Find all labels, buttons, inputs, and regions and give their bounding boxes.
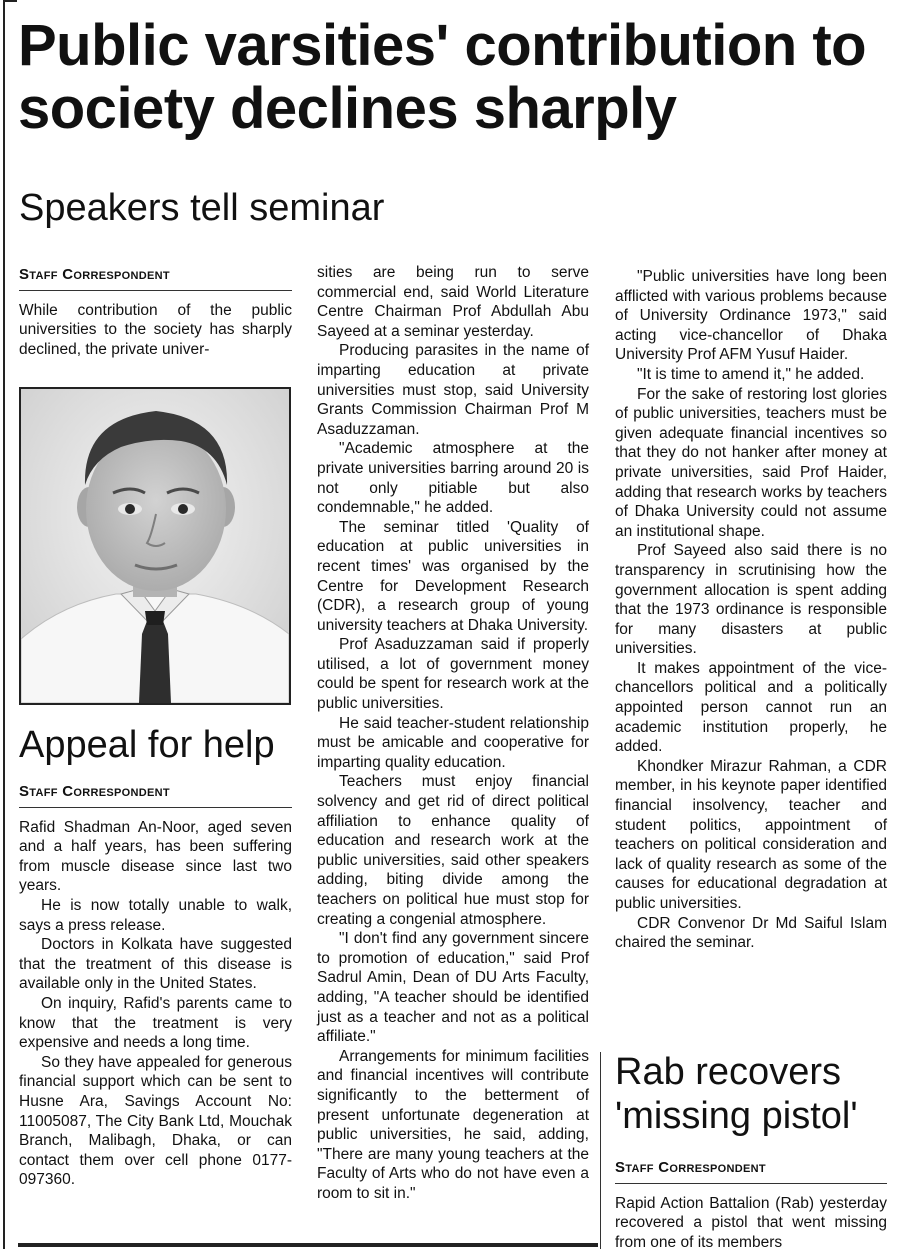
paragraph: For the sake of restoring lost glories of public universities, teachers must be given adequate financial incentives so that they do not hanker after money at private universities, said Prof Haider, adding that research works by teachers of Dhaka University could not assume an institutional shape. [615, 385, 887, 540]
top-corner-rule [3, 0, 17, 2]
paragraph: Prof Asaduzzaman said if properly utilised, a lot of government money could be spent for research work at the public universities. [317, 636, 589, 713]
paragraph: So they have appealed for generous financial support which can be sent to Husne Ara, Savings Account No: 11005087, The City Bank Ltd, Mouchak Branch, Malibagh, Dhaka, or can contact them over cell phone 0177-097360. [19, 1053, 292, 1189]
rab-byline: Staff Correspondent [615, 1158, 887, 1184]
paragraph: "It is time to amend it," he added. [637, 365, 865, 383]
article-col1-body [19, 301, 292, 360]
paragraph: The seminar titled 'Quality of education at public universities in recent times' was organised by the Centre for Development Research (CDR), a research group of young university teachers at Dhaka University. [317, 518, 589, 634]
appeal-byline: Staff Correspondent [19, 782, 292, 808]
paragraph: Producing parasites in the name of imparting education at private universities must stop, said University Grants Commission Chairman Prof M Asaduzzaman. [317, 342, 589, 438]
paragraph: Rapid Action Battalion (Rab) yesterday recovered a pistol that went missing from one of its members [615, 1194, 887, 1251]
article-column-3 [615, 267, 887, 953]
boy-photo [19, 387, 291, 705]
paragraph: Rafid Shadman An-Noor, aged seven and a half years, has been suffering from muscle disease since last two years. [19, 818, 292, 895]
paragraph: Doctors in Kolkata have suggested that the treatment of this disease is available only in the United States. [19, 936, 292, 993]
article-byline: Staff Correspondent [19, 265, 292, 291]
paragraph: Arrangements for minimum facilities and financial incentives will contribute significantly to the betterment of present unfortunate degeneration at public universities, he said, adding, "There are many young teachers at the Faculty of Arts who do not have even a room to sit in." [317, 1047, 589, 1202]
paragraph: He said teacher-student relationship must be amicable and cooperative for imparting quality education. [317, 714, 589, 771]
article-column-1 [19, 265, 292, 359]
paragraph: CDR Convenor Dr Md Saiful Islam chaired the seminar. [615, 914, 887, 952]
paragraph: It makes appointment of the vice-chancellors political and a politically appointed person cannot run an academic institution properly, he added. [615, 659, 887, 756]
paragraph: "Public universities have long been afflicted with various problems because of University Ordinance 1973," said acting vice-chancellor of Dhaka University Prof AFM Yusuf Haider. [615, 268, 887, 364]
article-col3-body [615, 267, 887, 953]
paragraph: He is now totally unable to walk, says a press release. [19, 896, 292, 934]
boy-portrait-image [21, 389, 289, 703]
main-headline: Public varsities' contribution to society declines sharply [18, 13, 867, 141]
paragraph: Teachers must enjoy financial solvency and get rid of direct political affiliation to enhance quality of education and research work at the public universities, said other speakers adding, biting divide among the teachers on political hue must stop for creating a congenial atmosphere. [317, 773, 589, 928]
paragraph: Khondker Mirazur Rahman, a CDR member, in his keynote paper identified financial insolvency, teacher and student politics, appointment of teachers on political consideration and lack of quality research as some of the causes for educational degradation at public universities. [615, 757, 887, 912]
rab-column [615, 1158, 887, 1252]
appeal-column [19, 782, 292, 1190]
article-col2-body [317, 263, 589, 1204]
column-divider [600, 1052, 601, 1249]
paragraph: While contribution of the public universities to the society has sharply declined, the private univer- [19, 301, 292, 358]
main-subhead: Speakers tell seminar [19, 187, 385, 229]
paragraph: "I don't find any government sincere to promotion of education," said Prof Sadrul Amin, Dean of DU Arts Faculty, adding, "A teacher should be identified just as a teacher and not as a political affiliate." [317, 930, 589, 1046]
paragraph: On inquiry, Rafid's parents came to know that the treatment is very expensive and needs a long time. [19, 994, 292, 1052]
left-column-rule [3, 0, 5, 1249]
rab-body [615, 1194, 887, 1252]
paragraph: "Academic atmosphere at the private universities barring around 20 is not only pitiable but also condemnable," he added. [317, 440, 589, 517]
paragraph: Prof Sayeed also said there is no transparency in scrutinising how the government allocation is spent adding that the 1973 ordinance is responsible for many disasters at public universities. [615, 542, 887, 658]
bottom-rule [18, 1243, 598, 1247]
paragraph: sities are being run to serve commercial end, said World Literature Centre Chairman Prof Abdullah Abu Sayeed at a seminar yesterday. [317, 264, 589, 340]
article-column-2 [317, 263, 589, 1204]
appeal-headline: Appeal for help [19, 724, 275, 766]
appeal-body [19, 818, 292, 1190]
rab-headline: Rab recovers 'missing pistol' [615, 1051, 858, 1137]
